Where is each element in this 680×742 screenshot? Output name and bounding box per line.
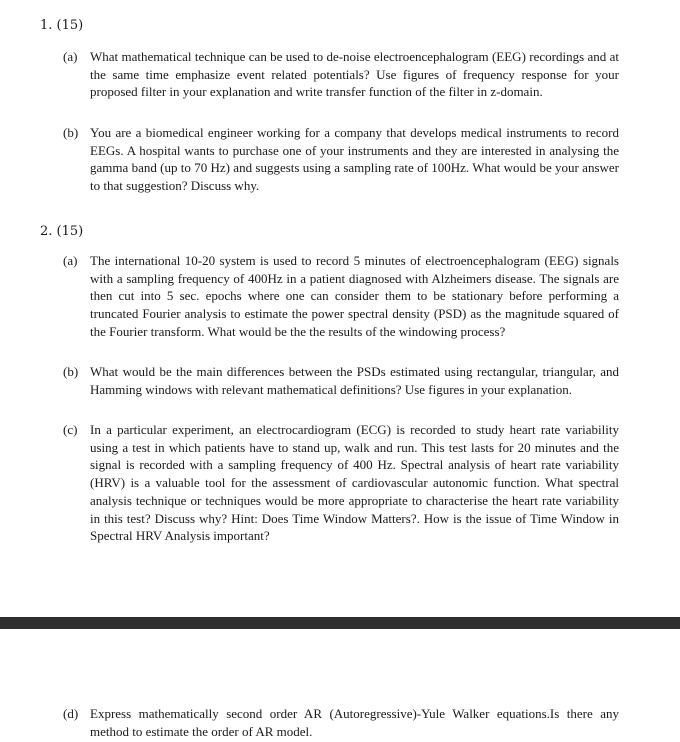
question-2-heading [40,223,83,241]
part-text: What mathematical technique can be used to de-noise electroencephalogram (EEG) recordings and at the same time emphasize event related potentials? Use figures of frequency response for your proposed filter in your explanation and write transfer function of the filter in z-domain. [90,49,619,100]
question-2-part-c [63,421,619,545]
question-2-part-a [63,252,619,341]
part-text: The international 10-20 system is used to record 5 minutes of electroencephalogram (EEG) signals with a sampling frequency of 400Hz in a patient diagnosed with Alzheimers disease. The signals are then cut into 5 sec. epochs where one can consider them to be stationary before performing a truncated Fourier analysis to estimate the power spectral density (PSD) as the magnitude squared of the Fourier transform. What would be the the results of the windowing process? [90,253,619,339]
question-number: 1. [40,18,53,33]
part-label: (a) [63,253,78,268]
question-1-part-b [63,124,619,195]
part-text: In a particular experiment, an electrocardiogram (ECG) is recorded to study heart rate variability using a test in which patients have to stand up, walk and run. This test lasts for 20 minutes and the signal is recorded with a sampling frequency of 400 Hz. Spectral analysis of heart rate variability (HRV) is a valuable tool for the assessment of cardiovascular autonomic function. What spectral analysis technique or techniques would be more appropriate to characterise the heart rate variability in this test? Discuss why? Hint: Does Time Window Matters?. How is the issue of Time Window in Spectral HRV Analysis important? [90,422,619,544]
question-marks: (15) [56,18,84,33]
part-label: (a) [63,49,78,64]
part-label: (c) [63,422,78,437]
part-text: What would be the main differences between the PSDs estimated using rectangular, triangular, and Hamming windows with relevant mathematical definitions? Use figures in your explanation. [90,364,619,397]
question-number: 2. [40,224,53,239]
question-2-part-b [63,363,619,398]
question-1-part-a [63,48,619,101]
part-text: Express mathematically second order AR (Autoregressive)-Yule Walker equations.Is there any method to estimate the order of AR model. [90,706,619,739]
page-divider [0,617,680,629]
question-2-part-d [63,705,619,740]
part-label: (d) [63,706,79,721]
question-marks: (15) [56,224,84,239]
question-1-heading [40,17,83,35]
part-label: (b) [63,125,79,140]
part-label: (b) [63,364,79,379]
part-text: You are a biomedical engineer working for a company that develops medical instruments to record EEGs. A hospital wants to purchase one of your instruments and they are interested in analysing the gamma band (up to 70 Hz) and suggests using a sampling rate of 100Hz. What would be your answer to that suggestion? Discuss why. [90,125,619,194]
